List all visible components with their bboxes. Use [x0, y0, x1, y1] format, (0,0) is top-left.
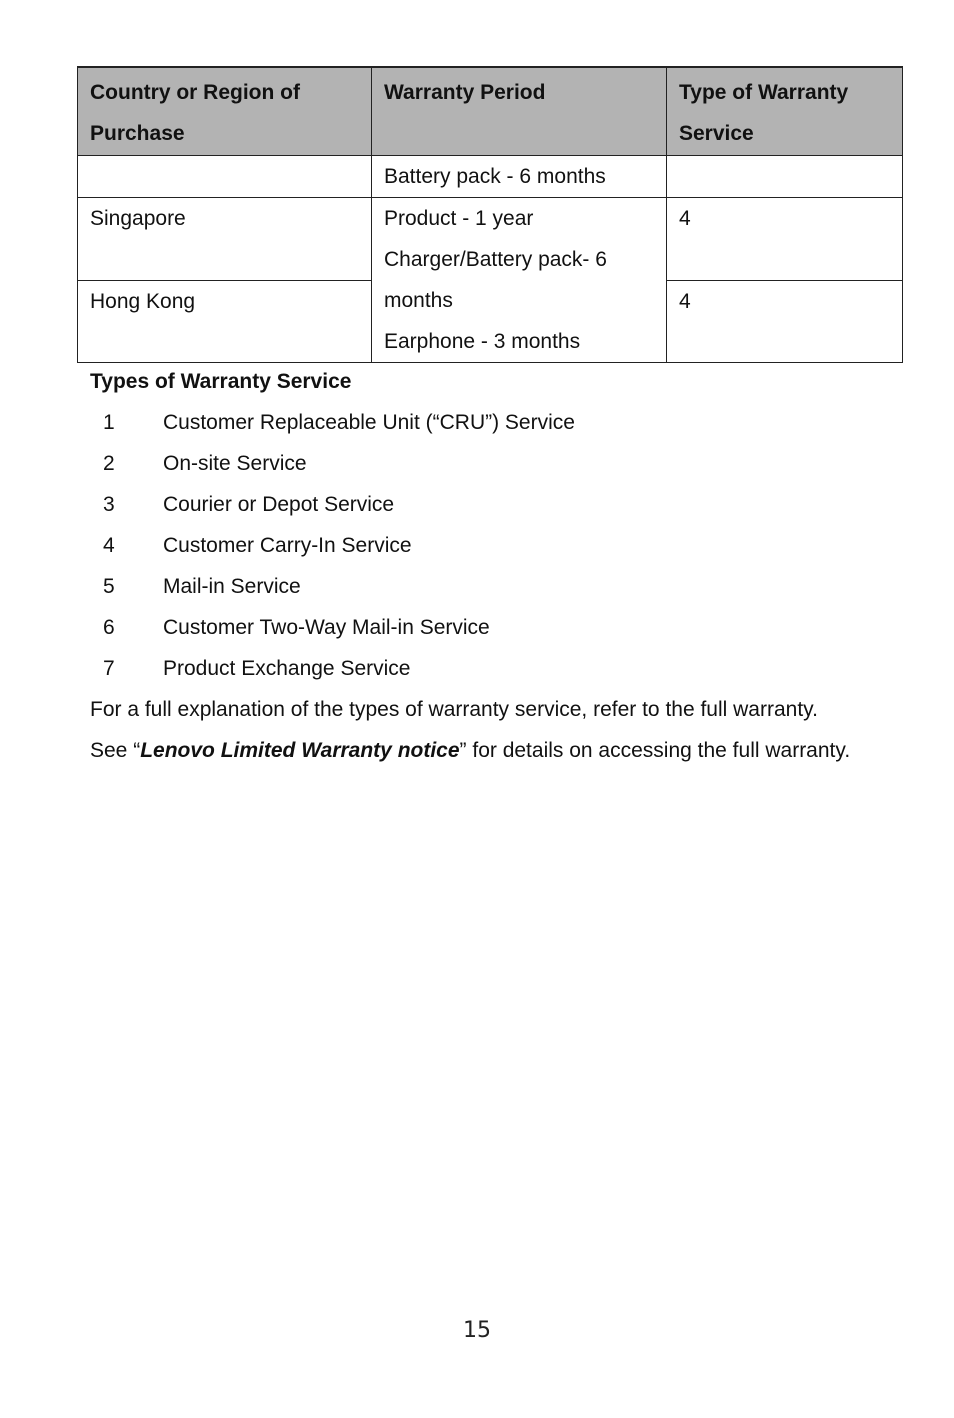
notice-paragraph [90, 730, 910, 771]
item-label: Courier or Depot Service [163, 493, 395, 516]
service-type-list [90, 402, 910, 689]
table-header-row [78, 67, 903, 156]
list-item [90, 648, 910, 689]
list-item [90, 402, 910, 443]
item-label: On-site Service [163, 452, 307, 475]
header-warranty-type: Type of Warranty Service [667, 67, 903, 156]
list-item [90, 566, 910, 607]
list-item [90, 607, 910, 648]
item-label: Customer Two-Way Mail-in Service [163, 616, 490, 639]
warranty-table [77, 66, 903, 363]
table-row [78, 198, 903, 281]
cell-country: Singapore [78, 198, 372, 281]
item-number: 4 [103, 534, 115, 557]
notice-prefix: See “ [90, 739, 141, 762]
item-number: 6 [103, 616, 115, 639]
item-number: 5 [103, 575, 115, 598]
item-label: Mail-in Service [163, 575, 301, 598]
list-item [90, 443, 910, 484]
list-item [90, 484, 910, 525]
notice-suffix: ” for details on accessing the full warranty. [459, 739, 851, 762]
item-label: Product Exchange Service [163, 657, 411, 680]
item-number: 3 [103, 493, 115, 516]
page-number: 15 [463, 1318, 491, 1343]
cell-type: 4 [667, 198, 903, 281]
cell-type: 4 [667, 280, 903, 363]
cell-country [78, 156, 372, 198]
item-number: 7 [103, 657, 115, 680]
item-number: 2 [103, 452, 115, 475]
period-line: Charger/Battery pack- 6 months [384, 248, 607, 312]
item-label: Customer Replaceable Unit (“CRU”) Service [163, 411, 575, 434]
period-line: Earphone - 3 months [384, 330, 581, 353]
warranty-notice-reference: Lenovo Limited Warranty notice [140, 739, 460, 762]
table-row [78, 156, 903, 198]
cell-period: Battery pack - 6 months [372, 156, 667, 198]
list-item [90, 525, 910, 566]
explanation-paragraph: For a full explanation of the types of warranty service, refer to the full warranty. [90, 698, 818, 721]
warranty-types-section [90, 361, 910, 771]
item-label: Customer Carry-In Service [163, 534, 412, 557]
cell-type [667, 156, 903, 198]
header-country: Country or Region of Purchase [78, 67, 372, 156]
cell-country: Hong Kong [78, 280, 372, 363]
cell-period-merged [372, 198, 667, 363]
item-number: 1 [103, 411, 115, 434]
period-line: Product - 1 year [384, 207, 534, 230]
section-title: Types of Warranty Service [90, 370, 352, 393]
header-warranty-period: Warranty Period [372, 67, 667, 156]
